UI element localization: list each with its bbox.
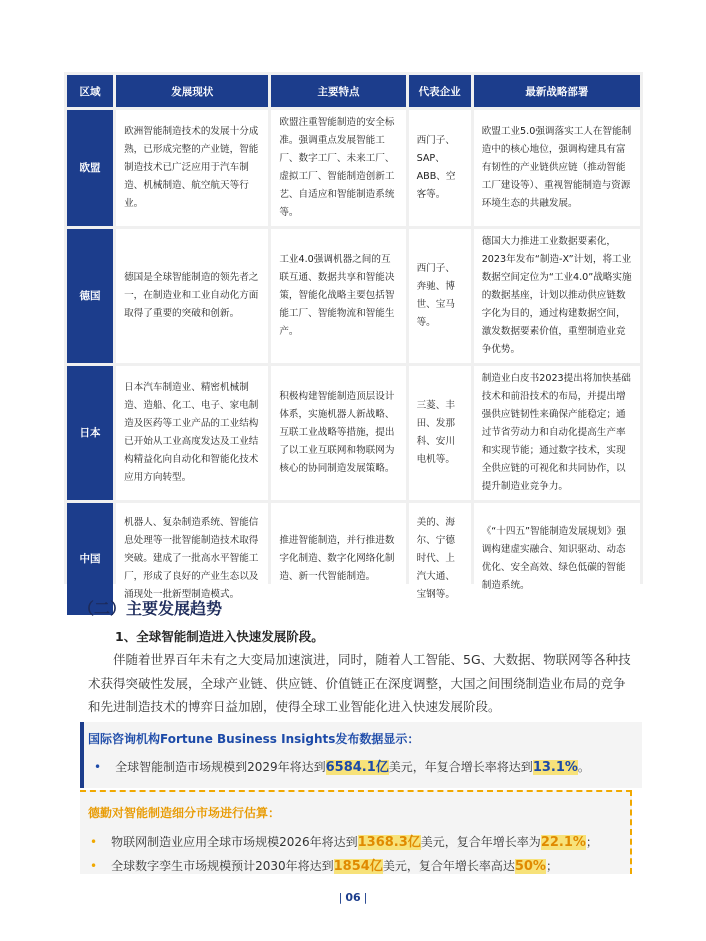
section-paragraph: 伴随着世界百年未有之大变局加速演进，同时，随着人工智能、5G、大数据、物联网等各种技术获得突破性发展，全球产业链、供应链、价值链正在深度调整，大国之间围绕制造业布局的竞争和先进制造技术的博弈日益加剧，使得全球工业智能化进入快速发展阶段。	[88, 652, 631, 714]
page-separator: |	[338, 891, 343, 904]
highlight-value: 22.1%	[540, 835, 586, 850]
features-cell: 工业4.0强调机器之间的互联互通、数据共享和智能决策，智能化战略主要包括智能工厂、智能物流和智能生产。	[271, 229, 405, 363]
features-cell: 推进智能制造，并行推进数字化制造、数字化网络化制造、新一代智能制造。	[271, 503, 405, 615]
header-region: 区域	[67, 75, 113, 107]
status-cell: 机器人、复杂制造系统、智能信息处理等一批智能制造技术取得突破。建成了一批高水平智能工厂，形成了良好的产业生态以及涌现处一批新型制造模式。	[116, 503, 268, 615]
item-text: 全球数字孪生市场规模预计2030年将达到	[111, 859, 334, 873]
strategy-cell: 《“十四五”智能制造发展规划》强调构建虚实融合、知识驱动、动态优化、安全高效、绿色低碳的智能制造系统。	[474, 503, 640, 615]
status-cell: 欧洲智能制造技术的发展十分成熟，已形成完整的产业链，智能制造技术已广泛应用于汽车制造、机械制造、航空航天等行业。	[116, 110, 268, 226]
region-cell: 德国	[67, 229, 113, 363]
item-text: 美元，年复合增长率将达到	[388, 760, 533, 774]
page-separator: |	[363, 891, 368, 904]
callout-header: 德勤对智能制造细分市场进行估算：	[88, 806, 281, 820]
item-text: 美元，复合年增长率为	[420, 835, 541, 849]
companies-cell: 西门子、SAP、ABB、空客等。	[409, 110, 471, 226]
header-companies: 代表企业	[409, 75, 471, 107]
item-text: 物联网制造业应用全球市场规模2026年将达到	[111, 835, 358, 849]
section-subtitle: 1、全球智能制造进入快速发展阶段。	[115, 629, 324, 644]
region-cell: 中国	[67, 503, 113, 615]
page-number	[0, 891, 706, 904]
features-cell: 欧盟注重智能制造的安全标准。强调重点发展智能工厂、数字工厂、未来工厂、虚拟工厂、智能制造创新工艺、自适应和智能制造系统等。	[271, 110, 405, 226]
callout-header: 国际咨询机构Fortune Business Insights发布数据显示：	[88, 732, 420, 746]
callout-item	[90, 831, 598, 850]
table-row	[67, 229, 640, 363]
table-header-row	[67, 75, 640, 107]
item-text: ；	[545, 859, 558, 873]
header-status: 发展现状	[116, 75, 268, 107]
comparison-table	[64, 72, 643, 618]
highlight-value: 6584.1亿	[325, 760, 389, 775]
highlight-value: 13.1%	[532, 760, 578, 775]
strategy-cell: 德国大力推进工业数据要素化，2023年发布“制造-X”计划，将工业数据空间定位为“工业4.0”战略实施的数据基座，计划以推动供应链数字化为目的，通过构建数据空间，激发数据要素价值，重塑制造业竞争优势。	[474, 229, 640, 363]
item-text: 。	[577, 760, 590, 774]
bullet-icon: •	[90, 835, 98, 849]
table-row	[67, 110, 640, 226]
status-cell: 日本汽车制造业、精密机械制造、造船、化工、电子、家电制造及医药等工业产品的工业结构已开始从工业高度发达及工业结构精益化向自动化和智能化技术应用方向转型。	[116, 366, 268, 500]
companies-cell: 三菱、丰田、发那科、安川电机等。	[409, 366, 471, 500]
item-text: ；	[585, 835, 598, 849]
strategy-cell: 欧盟工业5.0强调落实工人在智能制造中的核心地位，强调构建具有富有韧性的产业链供应链（推动智能工厂建设等）、重视智能制造与资源环境生态的共融发展。	[474, 110, 640, 226]
highlight-value: 1368.3亿	[357, 835, 421, 850]
section-title: （二）主要发展趋势	[78, 599, 223, 618]
header-features: 主要特点	[271, 75, 405, 107]
companies-cell: 西门子、奔驰、博世、宝马等。	[409, 229, 471, 363]
item-text: 美元，复合年增长率高达	[382, 859, 515, 873]
bullet-icon: •	[90, 859, 98, 873]
callout-item	[94, 756, 590, 775]
deloitte-data-callout	[80, 790, 632, 874]
highlight-value: 50%	[514, 859, 546, 874]
table-row	[67, 366, 640, 500]
region-cell: 日本	[67, 366, 113, 500]
region-cell: 欧盟	[67, 110, 113, 226]
bullet-icon: •	[94, 760, 102, 774]
fortune-data-callout	[80, 722, 642, 788]
features-cell: 积极构建智能制造顶层设计体系，实施机器人新战略、互联工业战略等措施，提出了以工业互联网和物联网为核心的协同制造发展策略。	[271, 366, 405, 500]
status-cell: 德国是全球智能制造的领先者之一，在制造业和工业自动化方面取得了重要的突破和创新。	[116, 229, 268, 363]
header-strategy: 最新战略部署	[474, 75, 640, 107]
strategy-comparison-table	[64, 72, 643, 600]
callout-item	[90, 855, 558, 874]
callout-accent-bar	[80, 722, 84, 788]
item-text: 全球智能制造市场规模到2029年将达到	[115, 760, 326, 774]
strategy-cell: 制造业白皮书2023提出将加快基础技术和前沿技术的布局，并提出增强供应链韧性来确保产能稳定；通过节省劳动力和自动化提高生产率和实现节能；通过数字技术，实现全供应链的可视化和共同协作，以提升制造业竞争力。	[474, 366, 640, 500]
companies-cell: 美的、海尔、宁德时代、上汽大通、宝钢等。	[409, 503, 471, 615]
page-number-text: 06	[345, 891, 361, 904]
highlight-value: 1854亿	[333, 859, 383, 874]
